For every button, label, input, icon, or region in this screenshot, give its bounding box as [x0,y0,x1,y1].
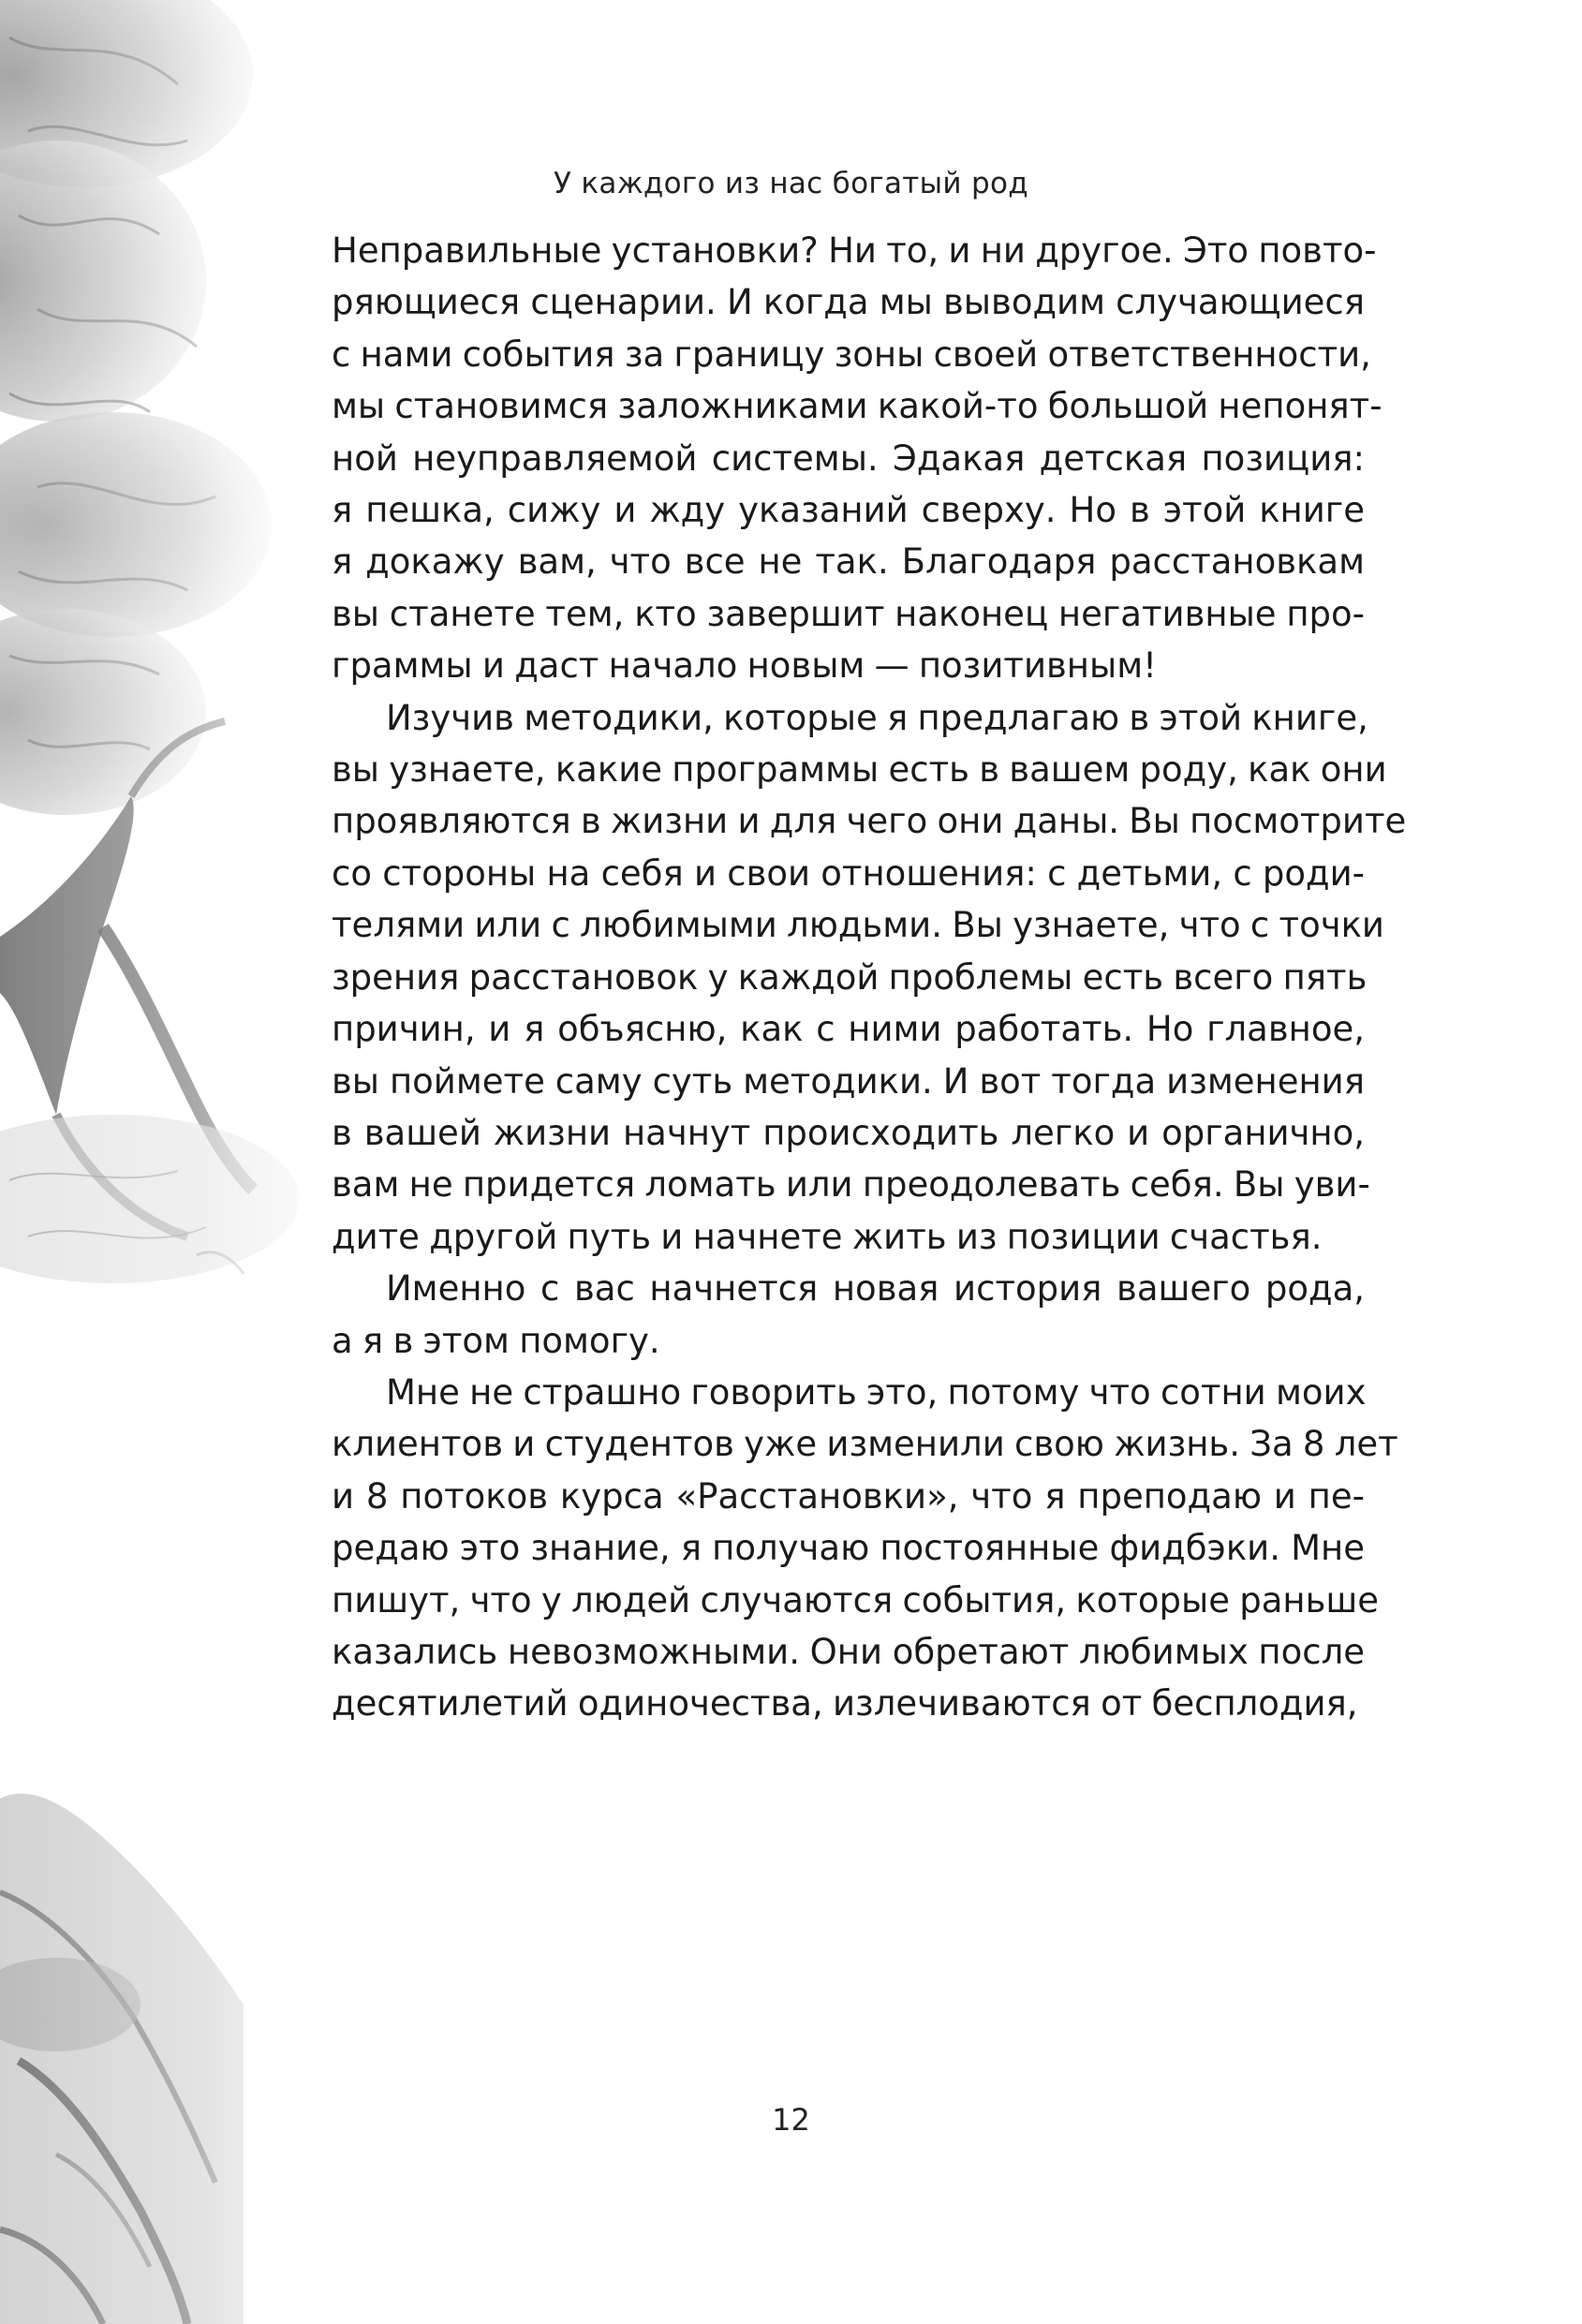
paragraph [332,692,1407,1263]
text-line: вы станете тем, кто завершит наконец негативные про- [332,593,1365,634]
running-header: У каждого из нас богатый род [554,167,1028,200]
text-line: пишут, что у людей случаются события, которые раньше [332,1579,1380,1621]
sketched-tree-icon [0,0,356,2324]
body-text [332,225,1407,1730]
paragraph [332,225,1382,692]
text-line: десятилетий одиночества, излечиваются от бесплодия, [332,1683,1358,1724]
text-line: ной неуправляемой системы. Эдакая детская позиция: [332,437,1365,479]
text-line: вам не придется ломать или преодолевать себя. Вы уви- [332,1164,1370,1206]
text-line: проявляются в жизни и для чего они даны. Вы посмотрите [332,801,1407,842]
text-line: с нами события за границу зоны своей ответственности, [332,333,1371,375]
text-line: казались невозможными. Они обретают любимых после [332,1631,1365,1672]
text-line: я докажу вам, что все не так. Благодаря расстановкам [332,541,1365,583]
text-line: Мне не страшно говорить это, потому что сотни моих [386,1371,1367,1413]
text-line: причин, и я объясню, как с ними работать. Но главное, [332,1009,1365,1050]
text-line: редаю это знание, я получаю постоянные фидбэки. Мне [332,1528,1365,1569]
text-line: Именно с вас начнется новая история вашего рода, [386,1268,1365,1310]
text-line: дите другой путь и начнете жить из позиции счастья. [332,1216,1323,1257]
text-line: и 8 потоков курса «Расстановки», что я преподаю и пе- [332,1475,1365,1517]
text-line: а я в этом помогу. [332,1320,660,1361]
text-line: клиентов и студентов уже изменили свою жизнь. За 8 лет [332,1424,1398,1465]
text-line: вы узнаете, какие программы есть в вашем роду, как они [332,749,1387,791]
text-line: Изучив методики, которые я предлагаю в этой книге, [386,697,1368,738]
text-line: мы становимся заложниками какой-то большой непонят- [332,386,1382,427]
page-number: 12 [772,2102,810,2138]
text-line: зрения расстановок у каждой проблемы есть всего пять [332,956,1368,998]
text-line: граммы и даст начало новым — позитивным! [332,645,1157,687]
text-line: я пешка, сижу и жду указаний сверху. Но в этой книге [332,490,1365,531]
paragraph [332,1263,1365,1367]
text-line: Неправильные установки? Ни то, и ни другое. Это повто- [332,230,1377,271]
text-line: в вашей жизни начнут происходить легко и органично, [332,1112,1365,1153]
paragraph [332,1367,1398,1730]
text-line: со стороны на себя и свои отношения: с детьми, с роди- [332,852,1365,894]
text-line: вы поймете саму суть методики. И вот тогда изменения [332,1060,1365,1102]
text-line: ряющиеся сценарии. И когда мы выводим случающиеся [332,282,1365,323]
text-line: телями или с любимыми людьми. Вы узнаете, что с точки [332,905,1384,946]
